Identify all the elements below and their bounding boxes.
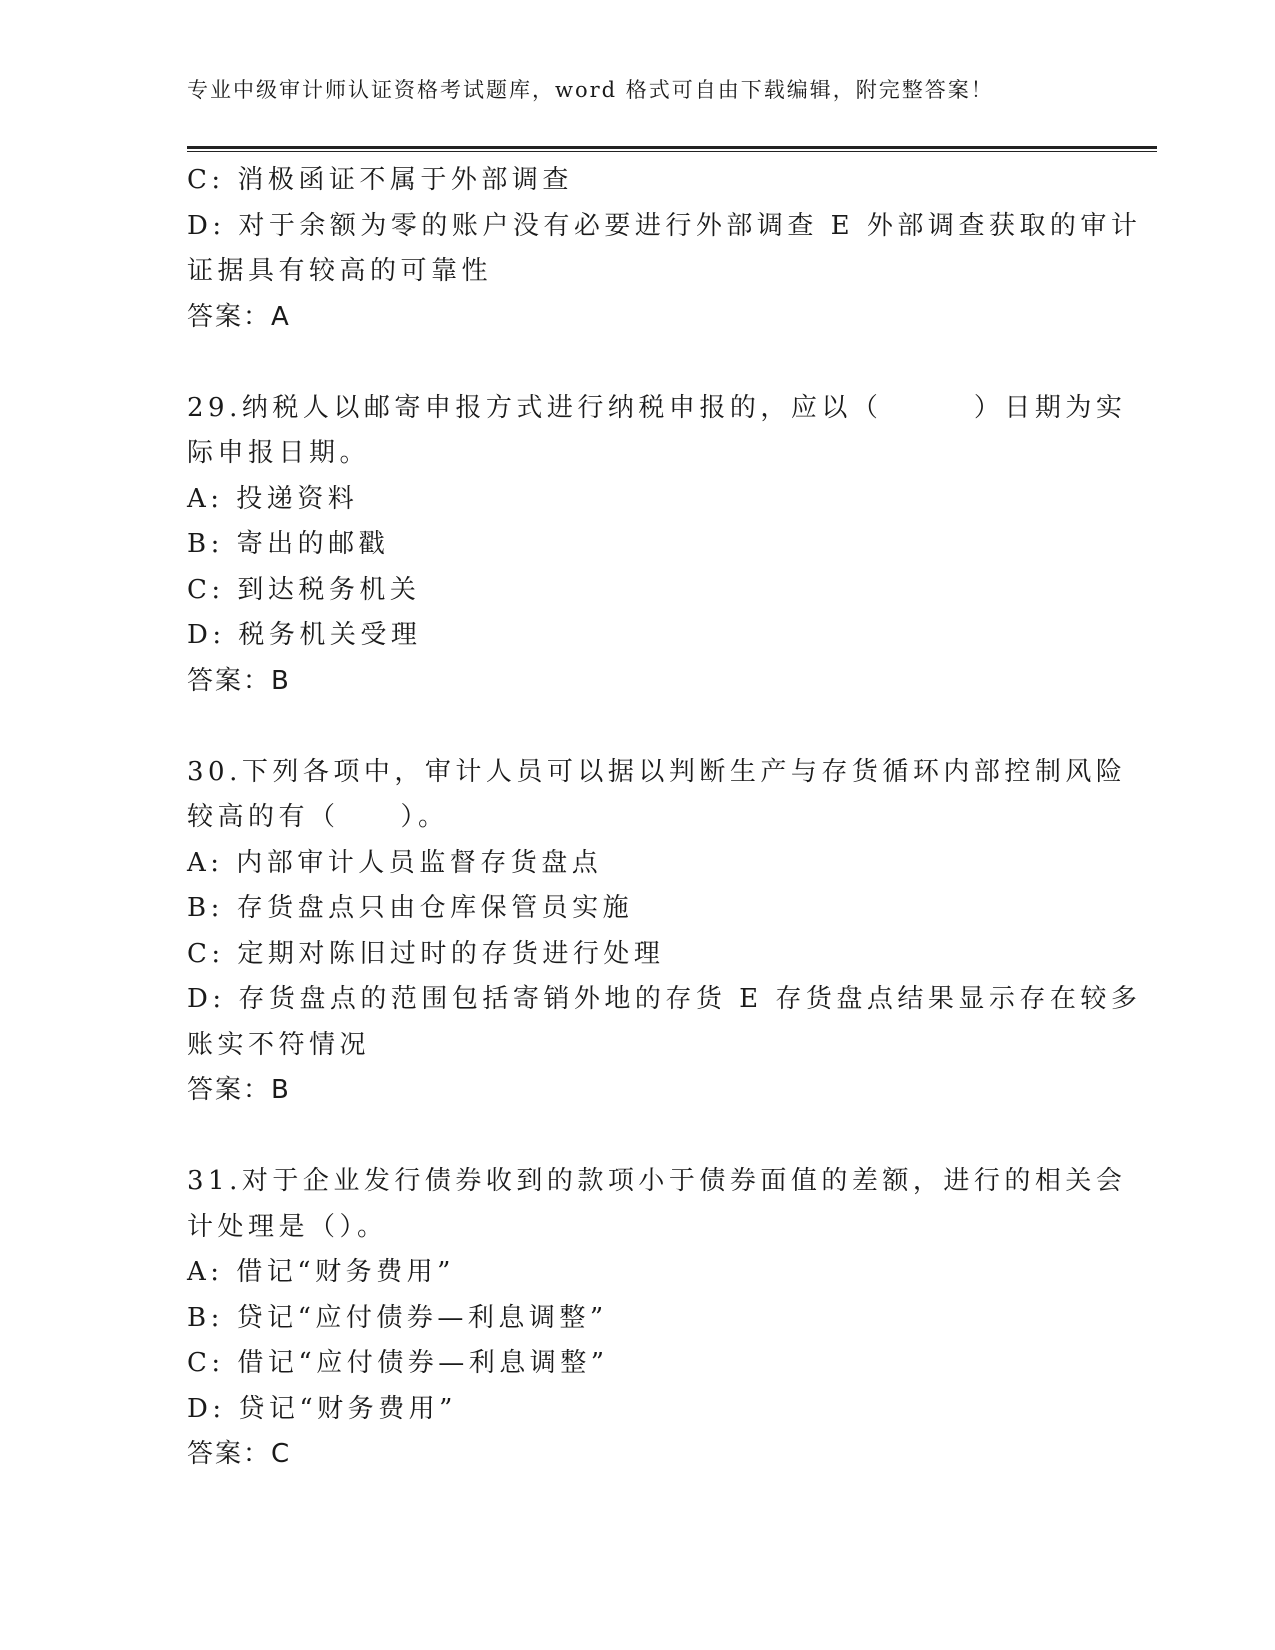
option-d-continued: 证据具有较高的可靠性 (187, 256, 493, 286)
option-c: C: 借记“应付债券—利息调整” (187, 1348, 609, 1378)
answer: 答案：B (187, 665, 291, 696)
option-d: D: 贷记“财务费用” (187, 1393, 457, 1424)
header-divider (187, 146, 1157, 149)
question-stem-continued: 较高的有（ ）。 (187, 802, 449, 832)
option-a: A: 投递资料 (187, 483, 359, 514)
option-b: B: 存货盘点只由仓库保管员实施 (187, 893, 634, 923)
question-stem: 29.纳税人以邮寄申报方式进行纳税申报的，应以（ ）日期为实 (187, 392, 1127, 423)
question-31 (187, 1159, 1127, 1478)
spacer (187, 340, 1082, 386)
document-body (187, 158, 1142, 1478)
question-30 (187, 750, 1142, 1114)
spacer (187, 1114, 1082, 1160)
option-a: A: 借记“财务费用” (187, 1257, 455, 1287)
answer: 答案：A (187, 301, 291, 332)
answer: 答案：C (187, 1439, 292, 1469)
option-b: B: 贷记“应付债券—利息调整” (187, 1302, 608, 1333)
option-d-continued: 账实不符情况 (187, 1029, 371, 1060)
question-stem: 31.对于企业发行债券收到的款项小于债券面值的差额，进行的相关会 (187, 1166, 1127, 1196)
option-d: D: 对于余额为零的账户没有必要进行外部调查 E 外部调查获取的审计 (187, 210, 1142, 241)
answer: 答案：B (187, 1075, 291, 1105)
question-stem-continued: 计处理是（）。 (187, 1211, 388, 1242)
page-header: 专业中级审计师认证资格考试题库，word 格式可自由下载编辑，附完整答案！ (187, 78, 994, 102)
option-c: C: 到达税务机关 (187, 574, 421, 605)
question-stem-continued: 际申报日期。 (187, 438, 371, 468)
option-a: A: 内部审计人员监督存货盘点 (187, 847, 603, 878)
option-d: D: 税务机关受理 (187, 620, 422, 650)
question-29 (187, 386, 1127, 705)
spacer (187, 704, 1082, 750)
option-d: D: 存货盘点的范围包括寄销外地的存货 E 存货盘点结果显示存在较多 (187, 984, 1142, 1014)
option-b: B: 寄出的邮戳 (187, 529, 390, 559)
previous-question (187, 158, 1142, 340)
question-stem: 30.下列各项中，审计人员可以据以判断生产与存货循环内部控制风险 (187, 756, 1127, 787)
option-c: C: 定期对陈旧过时的存货进行处理 (187, 938, 665, 969)
option-c: C: 消极函证不属于外部调查 (187, 165, 573, 195)
